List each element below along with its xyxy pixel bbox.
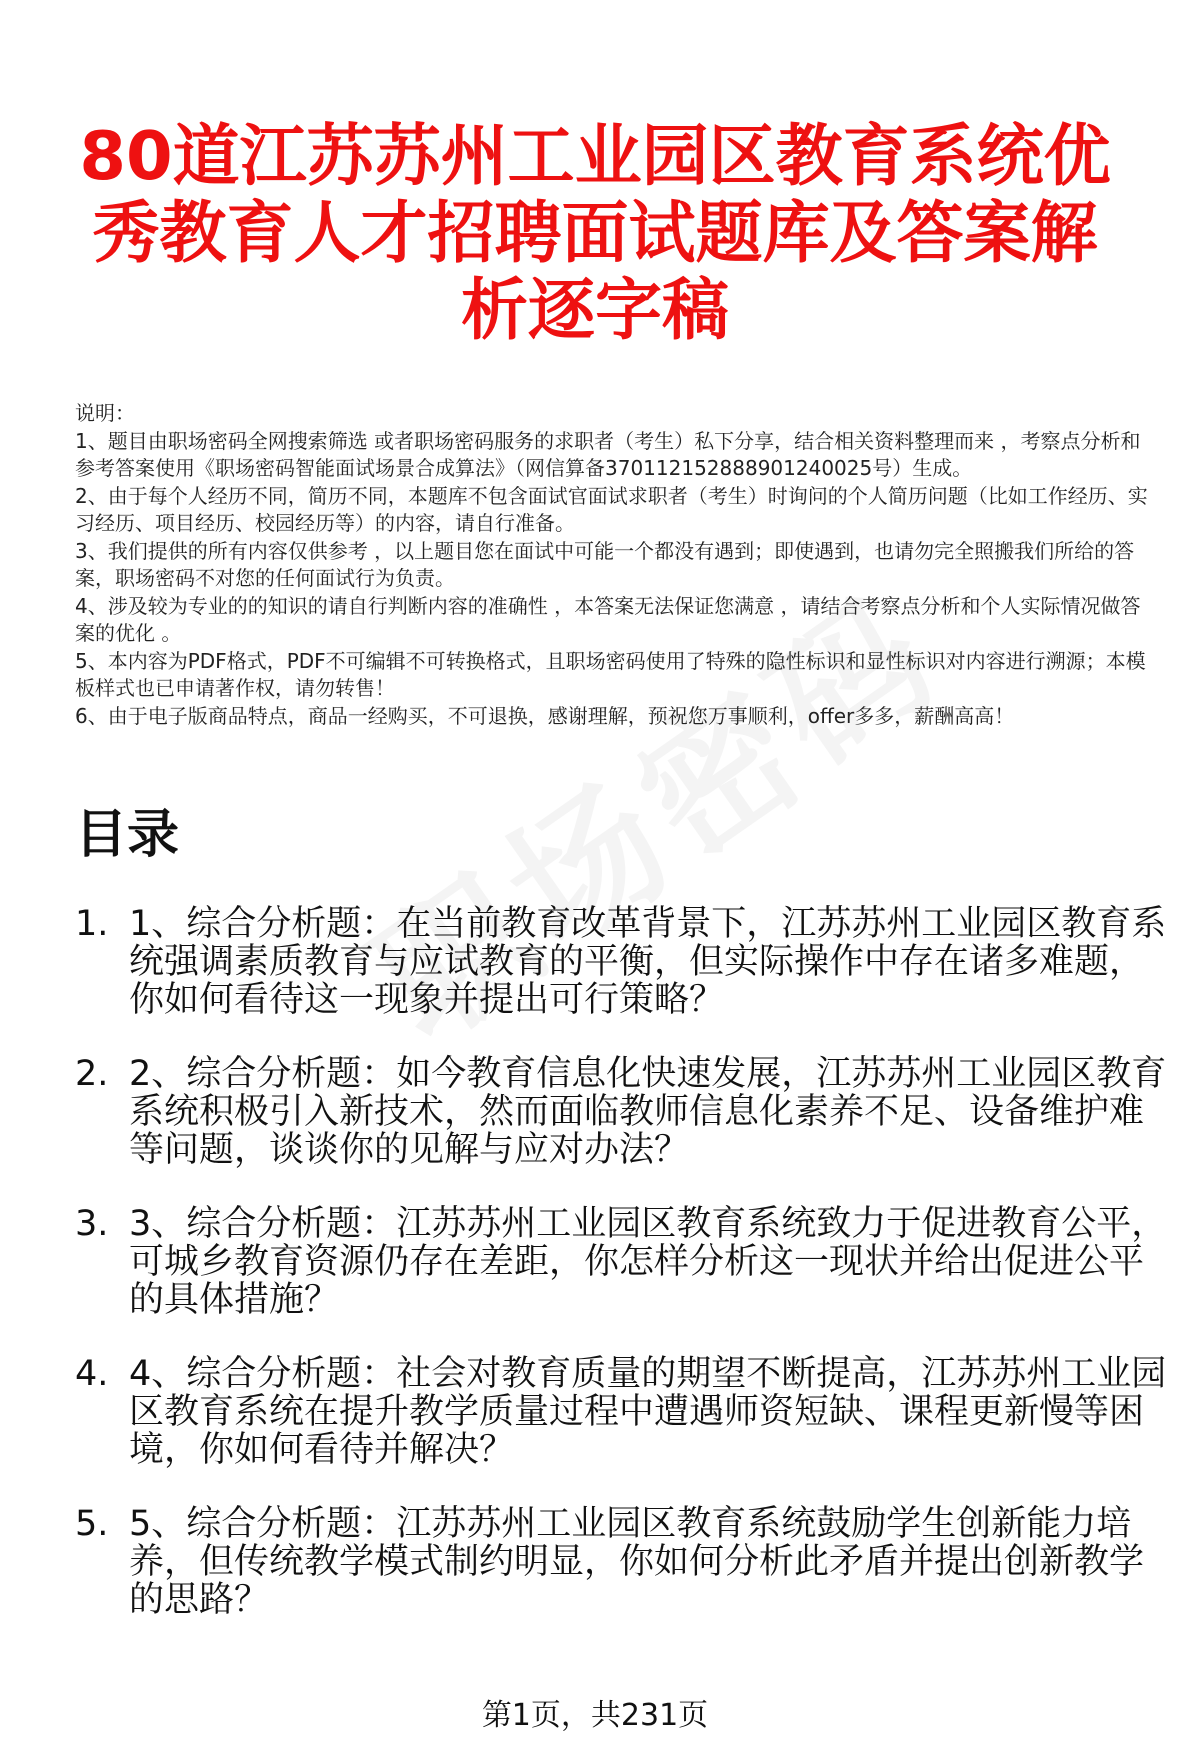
note-item-1: 1、题目由职场密码全网搜索筛选 或者职场密码服务的求职者（考生）私下分享，结合相关资料整理而来 ，考察点分析和参考答案使用《职场密码智能面试场景合成算法》（网信算备370112152888901240025号）生成。: [75, 428, 1141, 480]
toc-item-text[interactable]: 1、综合分析题：在当前教育改革背景下，江苏苏州工业园区教育系统强调素质教育与应试教育的平衡，但实际操作中存在诸多难题，你如何看待这一现象并提出可行策略？: [129, 904, 1167, 1020]
toc-item-1[interactable]: [75, 905, 1170, 1019]
toc-item-number: 4.: [75, 1354, 109, 1394]
toc-list: [75, 905, 1170, 1655]
toc-item-number: 3.: [75, 1204, 109, 1244]
note-item-6: 6、由于电子版商品特点，商品一经购买，不可退换，感谢理解，预祝您万事顺利，offer多多，薪酬高高！: [75, 703, 1015, 728]
note-item-5: 5、本内容为PDF格式，PDF不可编辑不可转换格式，且职场密码使用了特殊的隐性标识和显性标识对内容进行溯源；本模板样式也已申请著作权，请勿转售！: [75, 648, 1146, 700]
page-footer: 第1页，共231页: [481, 1698, 709, 1733]
toc-item-number: 1.: [75, 904, 109, 944]
toc-item-text[interactable]: 4、综合分析题：社会对教育质量的期望不断提高，江苏苏州工业园区教育系统在提升教学质量过程中遭遇师资短缺、课程更新慢等困境，你如何看待并解决？: [129, 1354, 1167, 1470]
notes-heading: 说明：: [75, 401, 135, 425]
toc-item-2[interactable]: [75, 1055, 1170, 1169]
toc-item-text[interactable]: 3、综合分析题：江苏苏州工业园区教育系统致力于促进教育公平，可城乡教育资源仍存在差距，你怎样分析这一现状并给出促进公平的具体措施？: [129, 1204, 1167, 1320]
toc-item-4[interactable]: [75, 1355, 1170, 1469]
note-item-2: 2、由于每个人经历不同，简历不同，本题库不包含面试官面试求职者（考生）时询问的个人简历问题（比如工作经历、实习经历、项目经历、校园经历等）的内容，请自行准备。: [75, 483, 1148, 535]
toc-item-text[interactable]: 5、综合分析题：江苏苏州工业园区教育系统鼓励学生创新能力培养，但传统教学模式制约明显，你如何分析此矛盾并提出创新教学的思路？: [129, 1504, 1145, 1620]
toc-item-3[interactable]: [75, 1205, 1170, 1319]
toc-item-5[interactable]: [75, 1505, 1170, 1619]
toc-item-text[interactable]: 2、综合分析题：如今教育信息化快速发展，江苏苏州工业园区教育系统积极引入新技术，然而面临教师信息化素养不足、设备维护难等问题，谈谈你的见解与应对办法？: [129, 1054, 1167, 1170]
toc-item-number: 2.: [75, 1054, 109, 1094]
notes-section: [75, 400, 1155, 730]
note-item-3: 3、我们提供的所有内容仅供参考 ，以上题目您在面试中可能一个都没有遇到；即使遇到，也请勿完全照搬我们所给的答案，职场密码不对您的任何面试行为负责。: [75, 538, 1135, 590]
toc-heading: 目录: [75, 805, 180, 865]
toc-item-number: 5.: [75, 1504, 109, 1544]
document-title: 80道江苏苏州工业园区教育系统优秀教育人才招聘面试题库及答案解析逐字稿: [79, 117, 1111, 349]
note-item-4: 4、涉及较为专业的的知识的请自行判断内容的准确性 ，本答案无法保证您满意 ，请结合考察点分析和个人实际情况做答案的优化 。: [75, 593, 1141, 645]
